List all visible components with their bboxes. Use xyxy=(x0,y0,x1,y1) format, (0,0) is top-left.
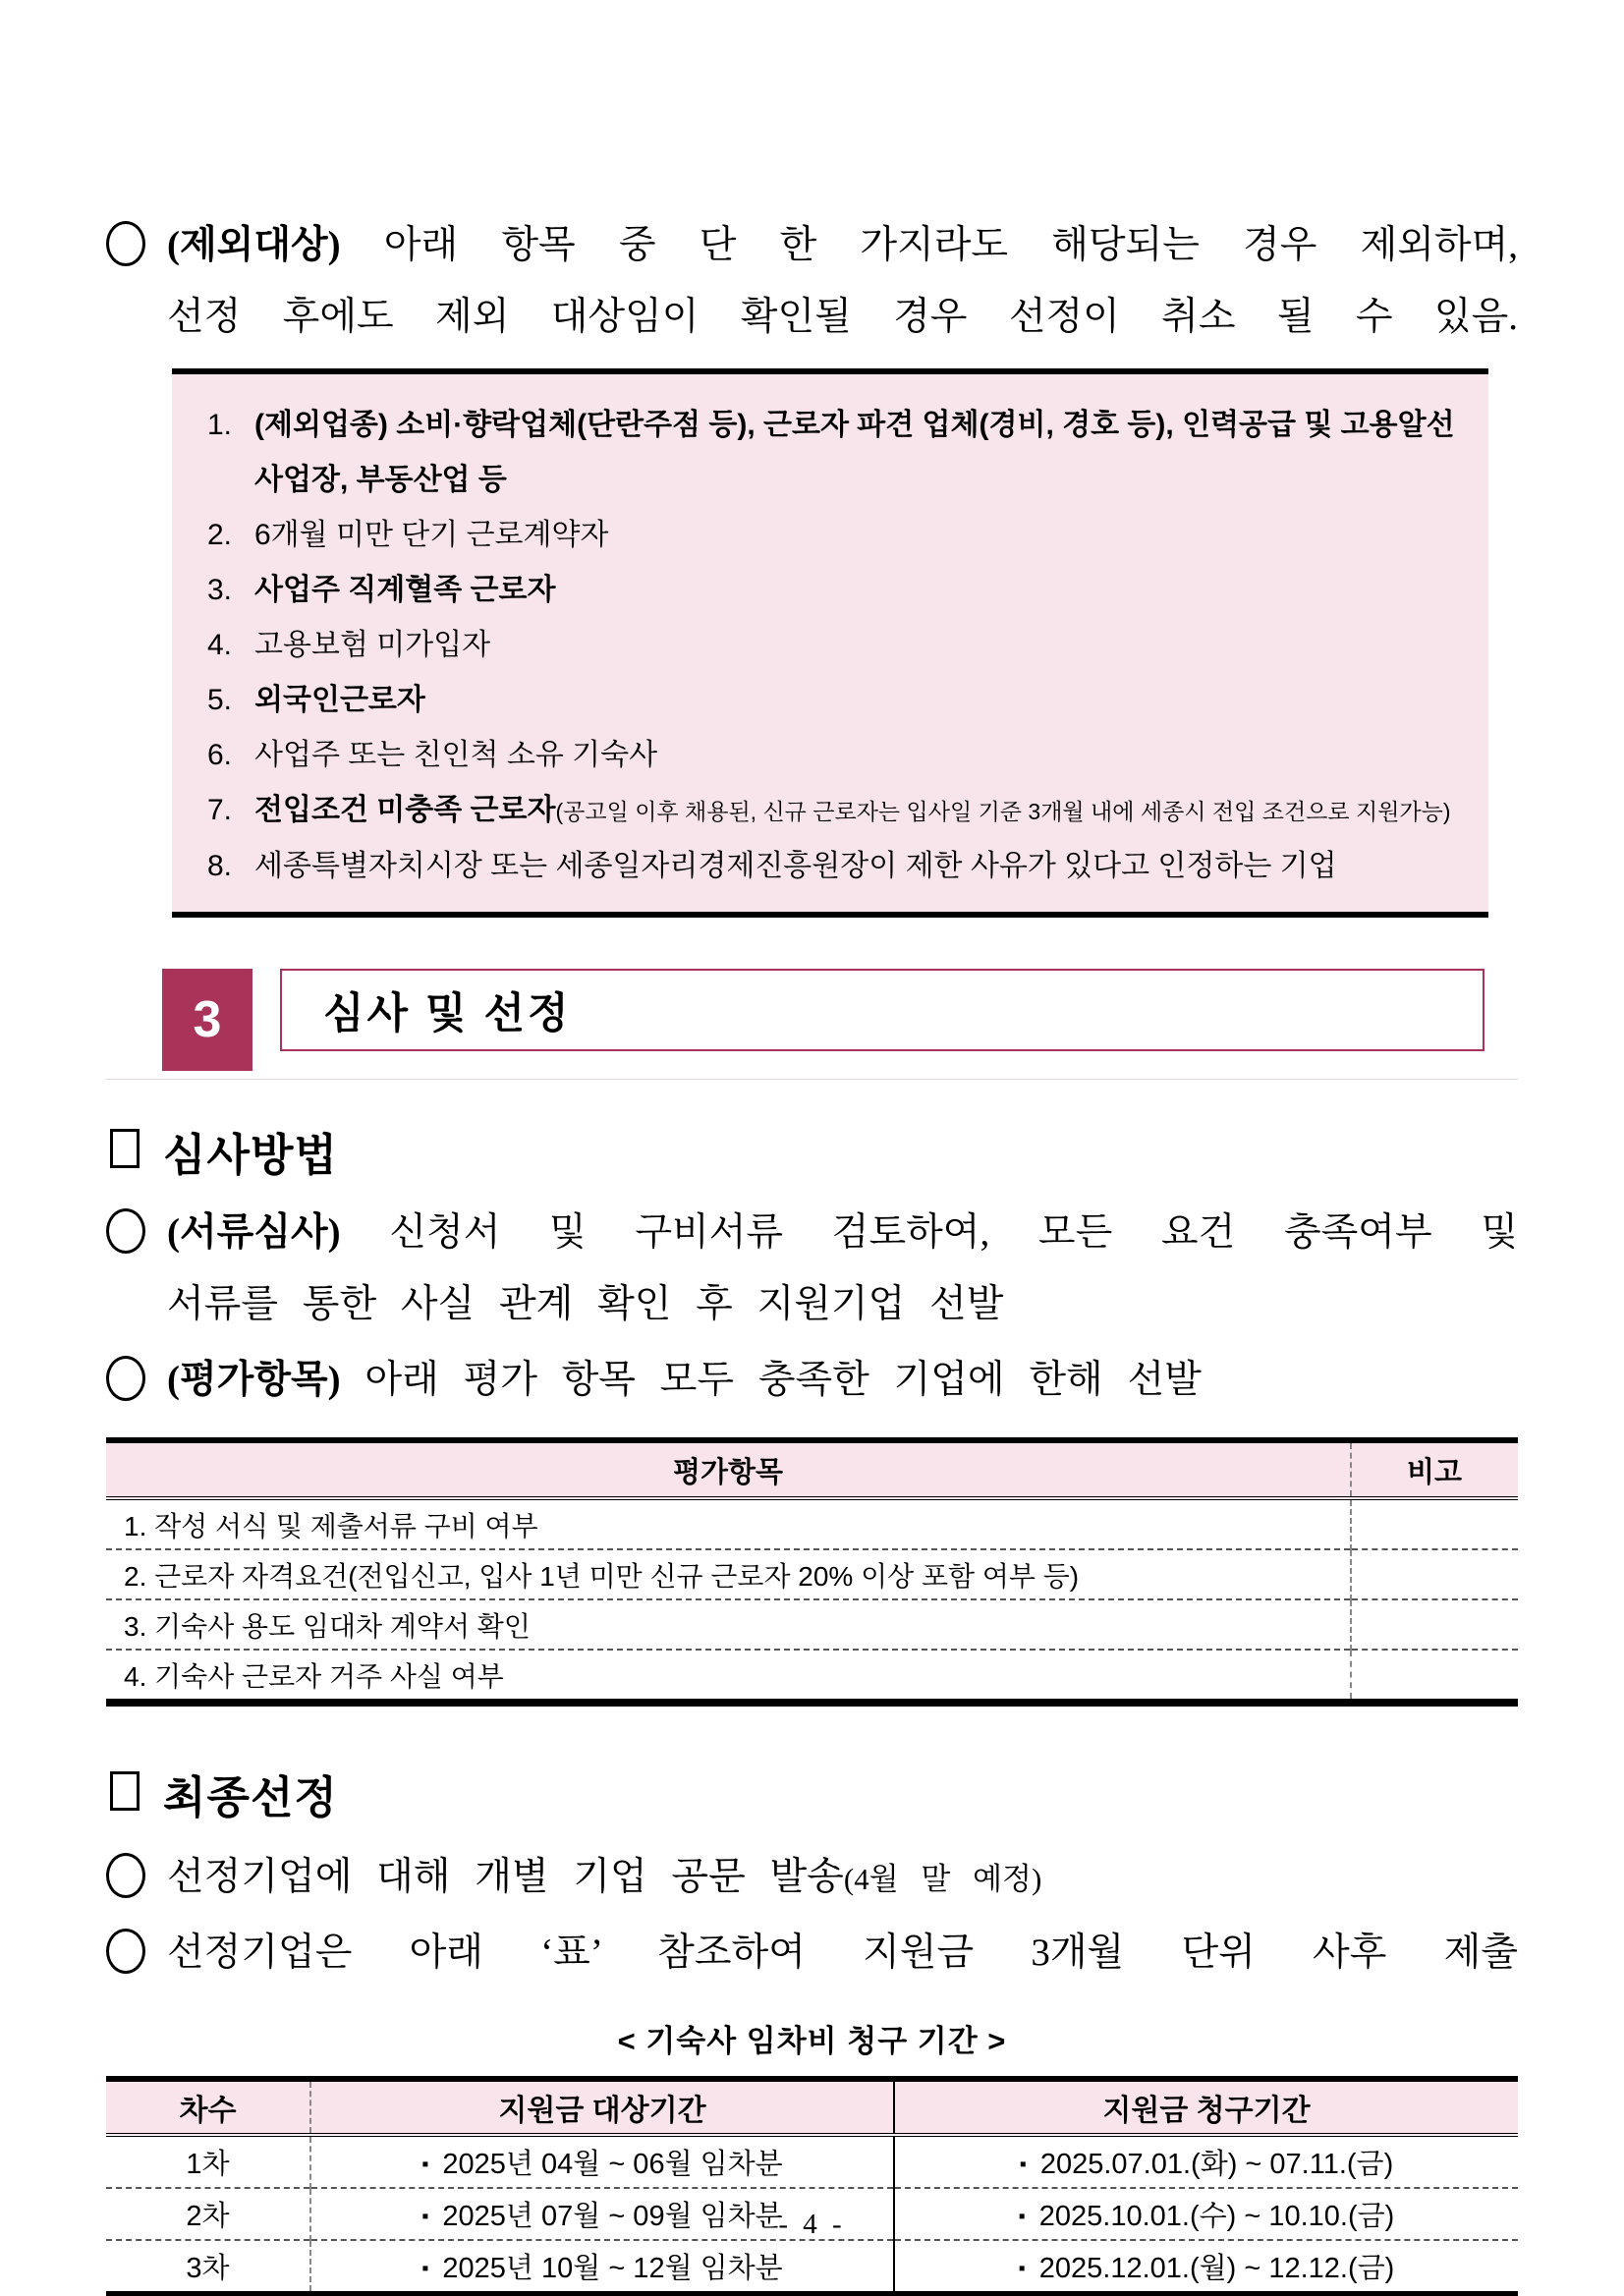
column-header: 차수 xyxy=(106,2079,310,2135)
item-number: 7. xyxy=(207,794,233,826)
table-row xyxy=(106,1650,1518,1703)
evaluation-items-label: (평가항목) xyxy=(167,1359,341,1401)
evaluation-table xyxy=(106,1437,1518,1707)
list-item xyxy=(207,563,1455,618)
section-divider xyxy=(106,1079,1518,1080)
evaluation-items-line xyxy=(167,1344,1518,1416)
list-item xyxy=(207,508,1455,563)
item-text: 고용보험 미가입자 xyxy=(254,629,491,661)
criteria-cell: 4. 기숙사 근로자 거주 사실 여부 xyxy=(106,1650,1351,1703)
item-text: 세종특별자치시장 또는 세종일자리경제진흥원장이 제한 사유가 있다고 인정하는 기업 xyxy=(254,850,1337,882)
list-item xyxy=(207,783,1455,839)
list-item xyxy=(207,728,1455,783)
final-selection-heading xyxy=(106,1762,1518,1825)
claim-period-text: 2025.12.01.(월) ~ 12.12.(금) xyxy=(1038,2253,1395,2284)
item-text: 6개월 미만 단기 근로계약자 xyxy=(254,519,609,551)
item-number: 8. xyxy=(207,850,233,882)
square-bullet-icon: ▪ xyxy=(1018,2206,1026,2227)
evaluation-items-bullet xyxy=(106,1344,1518,1416)
review-method-heading-text: 심사방법 xyxy=(163,1130,338,1180)
remark-cell xyxy=(1351,1599,1518,1650)
document-review-label: (서류심사) xyxy=(167,1211,341,1254)
page-number: - 4 - xyxy=(778,2209,846,2240)
notice-dispatch-text xyxy=(167,1841,1518,1915)
remark-cell xyxy=(1351,1650,1518,1703)
criteria-cell: 3. 기숙사 용도 임대차 계약서 확인 xyxy=(106,1599,1351,1650)
circle-bullet-icon xyxy=(106,1208,145,1254)
exclusion-line-1 xyxy=(167,209,1518,281)
item-number: 6. xyxy=(207,739,233,771)
remark-cell xyxy=(1351,1498,1518,1549)
item-text-main: 전입조건 미충족 근로자 xyxy=(254,794,556,826)
item-text xyxy=(254,783,1455,839)
square-bullet-icon: ▪ xyxy=(421,2258,429,2279)
list-item xyxy=(207,839,1455,894)
exclusion-label: (제외대상) xyxy=(167,224,341,266)
circle-bullet-icon xyxy=(106,1929,145,1974)
table-row xyxy=(106,1549,1518,1599)
square-bullet-icon: ▪ xyxy=(1019,2154,1027,2175)
document-review-line-1 xyxy=(167,1197,1518,1268)
square-bullet-icon xyxy=(110,1129,140,1168)
square-bullet-icon: ▪ xyxy=(421,2154,429,2175)
document-review-line-2: 서류를 통한 사실 관계 확인 후 지원기업 선발 xyxy=(167,1283,1004,1325)
item-text: 외국인근로자 xyxy=(254,684,425,716)
round-cell: 1차 xyxy=(186,2149,230,2180)
item-text: 사업주 또는 친인척 소유 기숙사 xyxy=(254,739,658,771)
item-text-note: (공고일 이후 채용된, 신규 근로자는 입사일 기준 3개월 내에 세종시 전입 조건으로 지원가능) xyxy=(555,799,1451,824)
item-number: 1. xyxy=(207,409,233,441)
criteria-cell: 2. 근로자 자격요건(전입신고, 입사 1년 미만 신규 근로자 20% 이상 포함 여부 등) xyxy=(106,1549,1351,1599)
item-number: 4. xyxy=(207,629,233,661)
target-period-cell xyxy=(310,2135,894,2188)
item-number: 2. xyxy=(207,519,233,551)
exclusion-line-2: 선정 후에도 제외 대상임이 확인될 경우 선정이 취소 될 수 있음. xyxy=(167,296,1518,338)
claim-submission-line: 선정기업은 아래 ‘표’ 참조하여 지원금 3개월 단위 사후 제출 xyxy=(167,1932,1518,1974)
column-header: 비고 xyxy=(1351,1440,1518,1498)
exclusion-line-1-rest: 아래 항목 중 단 한 가지라도 해당되는 경우 제외하며, xyxy=(383,224,1519,266)
section-number-badge: 3 xyxy=(162,969,252,1071)
document-review-line-1-rest: 신청서 및 구비서류 검토하여, 모든 요건 충족여부 및 xyxy=(389,1211,1519,1254)
table-row xyxy=(106,2135,1518,2188)
notice-dispatch-note: (4월 말 예정) xyxy=(843,1862,1042,1896)
claim-period-cell xyxy=(894,2135,1518,2188)
review-method-heading xyxy=(106,1119,1518,1183)
round-cell: 2차 xyxy=(106,2188,310,2240)
final-selection-heading-text: 최종선정 xyxy=(163,1772,338,1822)
exclusion-paragraph-text xyxy=(167,209,1518,353)
section-3-banner xyxy=(162,969,1484,1071)
list-item xyxy=(207,673,1455,728)
square-bullet-icon: ▪ xyxy=(1018,2258,1026,2279)
target-period-text: 2025년 07월 ~ 09월 임차분 xyxy=(442,2201,783,2232)
item-number: 5. xyxy=(207,684,233,716)
target-period-cell xyxy=(310,2240,894,2296)
circle-bullet-icon xyxy=(106,1853,145,1898)
column-header: 지원금 대상기간 xyxy=(310,2079,894,2135)
square-bullet-icon: ▪ xyxy=(421,2206,429,2227)
claim-period-text: 2025.10.01.(수) ~ 10.10.(금) xyxy=(1038,2201,1395,2232)
circle-bullet-icon xyxy=(106,221,145,266)
criteria-cell: 1. 작성 서식 및 제출서류 구비 여부 xyxy=(124,1510,538,1541)
remark-cell xyxy=(1351,1549,1518,1599)
document-review-bullet xyxy=(106,1197,1518,1340)
target-period-text: 2025년 10월 ~ 12월 임차분 xyxy=(442,2253,783,2284)
item-text: 사업주 직계혈족 근로자 xyxy=(254,574,556,606)
item-number: 3. xyxy=(207,574,233,606)
list-item xyxy=(207,618,1455,673)
claim-submission-text xyxy=(167,1917,1518,1988)
evaluation-items-text xyxy=(167,1344,1518,1416)
list-item xyxy=(207,398,1455,508)
column-header: 지원금 청구기간 xyxy=(894,2079,1518,2135)
table-header-row xyxy=(106,2079,1518,2135)
circle-bullet-icon xyxy=(106,1356,145,1401)
section-title: 심사 및 선정 xyxy=(280,969,1484,1051)
evaluation-items-line-rest: 아래 평가 항목 모두 충족한 기업에 한해 선발 xyxy=(364,1359,1202,1401)
exclusion-paragraph xyxy=(106,209,1518,353)
claim-period-table xyxy=(106,2076,1518,2296)
document-review-text xyxy=(167,1197,1518,1340)
claim-submission-bullet xyxy=(106,1917,1518,1988)
claim-table-caption: < 기숙사 임차비 청구 기간 > xyxy=(617,2024,1007,2058)
claim-period-text: 2025.07.01.(화) ~ 07.11.(금) xyxy=(1039,2149,1394,2180)
target-period-text: 2025년 04월 ~ 06월 임차분 xyxy=(442,2149,783,2180)
notice-dispatch-bullet xyxy=(106,1841,1518,1915)
item-text: (제외업종) 소비·향락업체(단란주점 등), 근로자 파견 업체(경비, 경호 등), 인력공급 및 고용알선 사업장, 부동산업 등 xyxy=(254,409,1455,496)
column-header: 평가항목 xyxy=(106,1440,1351,1498)
round-cell: 3차 xyxy=(106,2240,310,2296)
table-row xyxy=(106,1599,1518,1650)
notice-dispatch-main: 선정기업에 대해 개별 기업 공문 발송 xyxy=(167,1856,844,1898)
table-row xyxy=(106,2240,1518,2296)
square-bullet-icon xyxy=(110,1771,140,1811)
claim-period-cell xyxy=(894,2240,1518,2296)
table-row xyxy=(106,1498,1518,1549)
table-header-row xyxy=(106,1440,1518,1498)
exclusion-list-box xyxy=(172,368,1488,918)
